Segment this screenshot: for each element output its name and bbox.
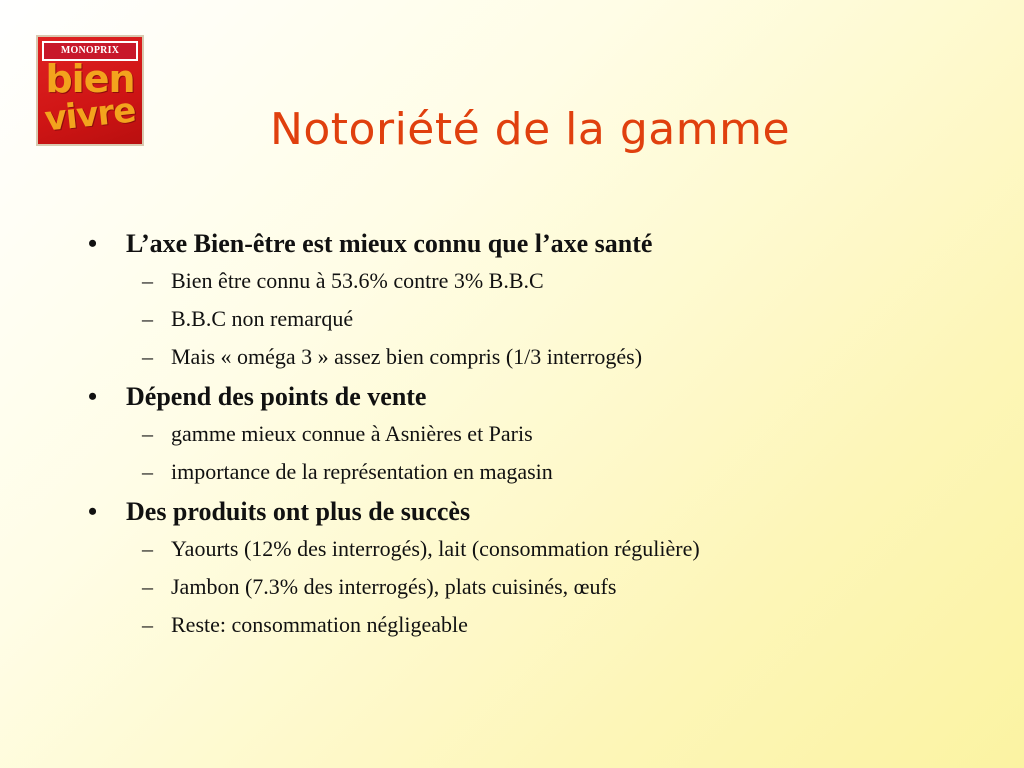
bullet-text: Dépend des points de vente [126,382,427,411]
sub-item-text: importance de la représentation en magasin [171,459,553,484]
dash-marker: – [142,612,153,637]
sub-list [88,530,988,644]
sub-item [88,300,988,338]
sub-item-text: Yaourts (12% des interrogés), lait (consommation régulière) [171,536,700,561]
sub-item-text: Mais « oméga 3 » assez bien compris (1/3 interrogés) [171,344,643,369]
sub-list [88,262,988,376]
dash-marker: – [142,306,153,331]
dash-marker: – [142,574,153,599]
dash-marker: – [142,268,153,293]
dash-marker: – [142,421,153,446]
sub-item [88,453,988,491]
sub-item [88,530,988,568]
bullet-group [88,226,988,376]
bullet-marker: • [88,497,98,526]
bullet-text: Des produits ont plus de succès [126,497,471,526]
sub-item-text: Bien être connu à 53.6% contre 3% B.B.C [171,268,544,293]
bullet-list [88,226,988,644]
bullet-text: L’axe Bien-être est mieux connu que l’axe santé [126,229,653,258]
bullet-group [88,494,988,644]
dash-marker: – [142,459,153,484]
bullet-marker: • [88,229,98,258]
sub-item-text: B.B.C non remarqué [171,306,354,331]
logo-word-vivre: vivre [42,90,138,140]
sub-item [88,568,988,606]
bullet-marker: • [88,382,98,411]
sub-item [88,338,988,376]
dash-marker: – [142,536,153,561]
bullet-item [88,379,988,415]
slide-title: Notoriété de la gamme [269,104,791,155]
logo-word-bien: bien [45,57,135,101]
logo-brand-text: MONOPRIX [42,41,138,61]
bullet-group [88,379,988,491]
sub-item-text: Reste: consommation négligeable [171,612,468,637]
sub-item [88,262,988,300]
sub-list [88,415,988,491]
sub-item-text: Jambon (7.3% des interrogés), plats cuisinés, œufs [171,574,617,599]
bullet-item [88,494,988,530]
dash-marker: – [142,344,153,369]
sub-item [88,606,988,644]
bullet-item [88,226,988,262]
sub-item [88,415,988,453]
sub-item-text: gamme mieux connue à Asnières et Paris [171,421,533,446]
